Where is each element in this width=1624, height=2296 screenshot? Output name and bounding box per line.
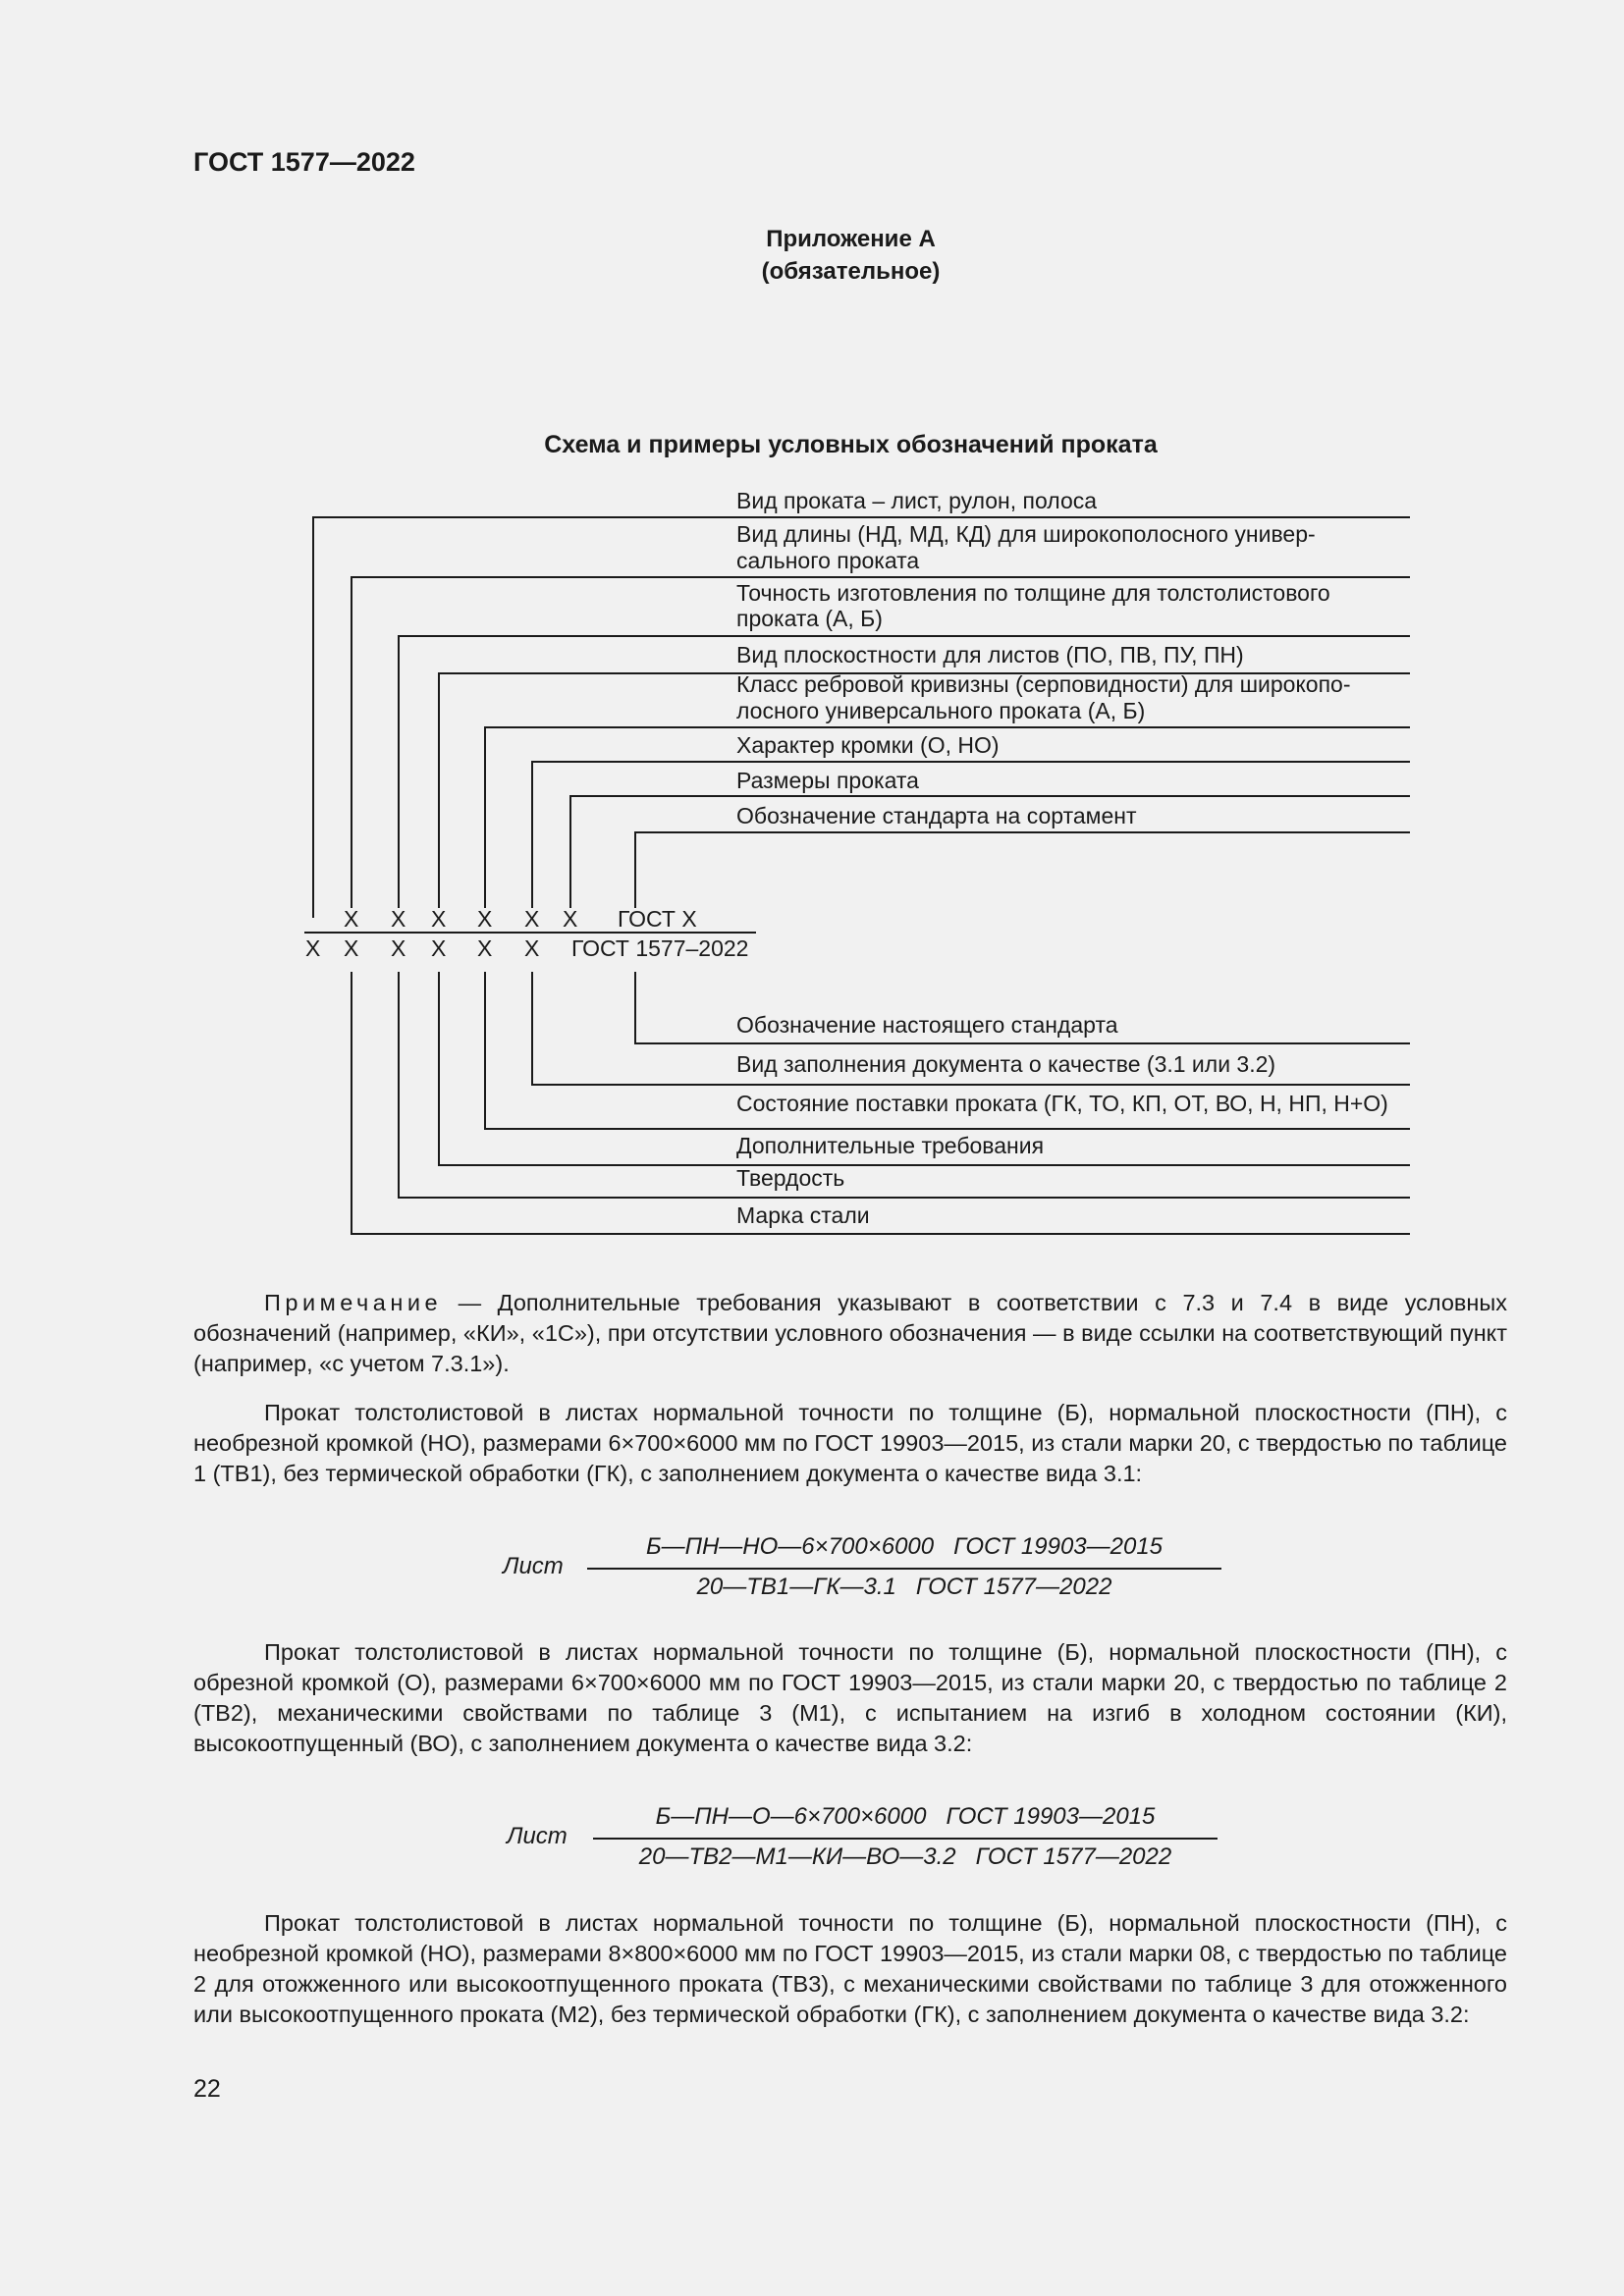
line-assort-std: [635, 832, 1410, 908]
scheme-title: Схема и примеры условных обозначений проката: [544, 431, 1158, 458]
document-header: ГОСТ 1577—2022: [193, 147, 415, 177]
label-kind: Вид проката – лист, рулон, полоса: [736, 488, 1098, 513]
den-mark: Х: [477, 935, 493, 961]
label-flatness: Вид плоскостности для листов (ПО, ПВ, ПУ, ПН): [736, 642, 1244, 667]
num-mark: Х: [431, 906, 447, 932]
line-edge: [532, 762, 1410, 908]
example-2-bar: [593, 1838, 1218, 1840]
den-mark: Х: [391, 935, 406, 961]
den-std: ГОСТ 1577–2022: [571, 935, 749, 961]
label-grade: Марка стали: [736, 1202, 870, 1228]
label-assort-std: Обозначение стандарта на сортамент: [736, 803, 1137, 828]
num-mark: Х: [344, 906, 359, 932]
num-mark: Х: [477, 906, 493, 932]
num-std: ГОСТ Х: [618, 906, 697, 932]
label-length-1: Вид длины (НД, МД, КД) для широкополосного универ-: [736, 521, 1316, 547]
example-1-word: Лист: [503, 1553, 564, 1579]
example-2-word: Лист: [507, 1823, 568, 1849]
example-1-numerator: Б—ПН—НО—6×700×6000 ГОСТ 19903—2015: [645, 1533, 1164, 1560]
note-label: Примечание: [264, 1290, 443, 1315]
example-1-bar: [587, 1568, 1221, 1570]
den-mark: Х: [344, 935, 359, 961]
label-quality-doc: Вид заполнения документа о качестве (3.1 или 3.2): [736, 1051, 1276, 1077]
example-3-text: Прокат толстолистовой в листах нормальной точности по толщине (Б), нормальной плоскостности (ПН), с необрезной кромкой (НО), размерами 8×800×6000 мм по ГОСТ 19903—2015, из стали марки 08, с твердостью по таблице 2 для отожженного или высокоотпущенного проката (ТВ3), с механическими свойствами по таблице 3 для отожженного или высокоотпущенного проката (М2), без термической обработки (ГК), с заполнением документа о качестве вида 3.2:: [193, 1910, 1507, 2027]
den-mark: Х: [524, 935, 540, 961]
label-length-2: сального проката: [736, 548, 920, 573]
num-mark: Х: [524, 906, 540, 932]
note-text: — Дополнительные требования указывают в соответствии с 7.3 и 7.4 в виде условных обозначений (например, «КИ», «1С»), при отсутствии условного обозначения — в виде ссылки на соответствующий пункт (например, «с учетом 7.3.1»).: [193, 1290, 1507, 1376]
example-1-denominator: 20—ТВ1—ГК—3.1 ГОСТ 1577—2022: [696, 1574, 1112, 1600]
label-edge: Характер кромки (О, НО): [736, 732, 1000, 758]
den-mark: Х: [431, 935, 447, 961]
example-2-text: Прокат толстолистовой в листах нормальной точности по толщине (Б), нормальной плоскостности (ПН), с обрезной кромкой (О), размерами 6×700×6000 мм по ГОСТ 19903—2015, из стали марки 20, с твердостью по таблице 2 (ТВ2), механическими свойствами по таблице 3 (М1), с испытанием на изгиб в холодном состоянии (КИ), высокоотпущенный (ВО), с заполнением документа о качестве вида 3.2:: [193, 1639, 1507, 1756]
label-sizes: Размеры проката: [736, 768, 919, 793]
label-delivery: Состояние поставки проката (ГК, ТО, КП, ОТ, ВО, Н, НП, Н+О): [736, 1091, 1388, 1116]
label-hardness: Твердость: [736, 1165, 845, 1191]
label-camber-1: Класс ребровой кривизны (серповидности) для широкопо-: [736, 671, 1351, 697]
den-mark-first: Х: [305, 935, 321, 961]
label-this-std: Обозначение настоящего стандарта: [736, 1012, 1118, 1038]
label-camber-2: лосного универсального проката (А, Б): [736, 698, 1146, 723]
appendix-subtitle: (обязательное): [761, 258, 941, 285]
example-2-numerator: Б—ПН—О—6×700×6000 ГОСТ 19903—2015: [655, 1803, 1156, 1830]
example-2-denominator: 20—ТВ2—М1—КИ—ВО—3.2 ГОСТ 1577—2022: [638, 1843, 1172, 1870]
label-precision-1: Точность изготовления по толщине для толстолистового: [736, 580, 1330, 606]
example-1-text: Прокат толстолистовой в листах нормальной точности по толщине (Б), нормальной плоскостности (ПН), с необрезной кромкой (НО), размерами 6×700×6000 мм по ГОСТ 19903—2015, из стали марки 20, с твердостью по таблице 1 (ТВ1), без термической обработки (ГК), с заполнением документа о качестве вида 3.1:: [193, 1400, 1507, 1486]
appendix-title: Приложение А: [766, 226, 936, 252]
label-precision-2: проката (А, Б): [736, 606, 883, 631]
note-paragraph: [193, 1288, 1507, 1379]
page-number: 22: [193, 2075, 221, 2103]
label-extra: Дополнительные требования: [736, 1133, 1045, 1158]
num-mark: Х: [563, 906, 578, 932]
num-mark: Х: [391, 906, 406, 932]
